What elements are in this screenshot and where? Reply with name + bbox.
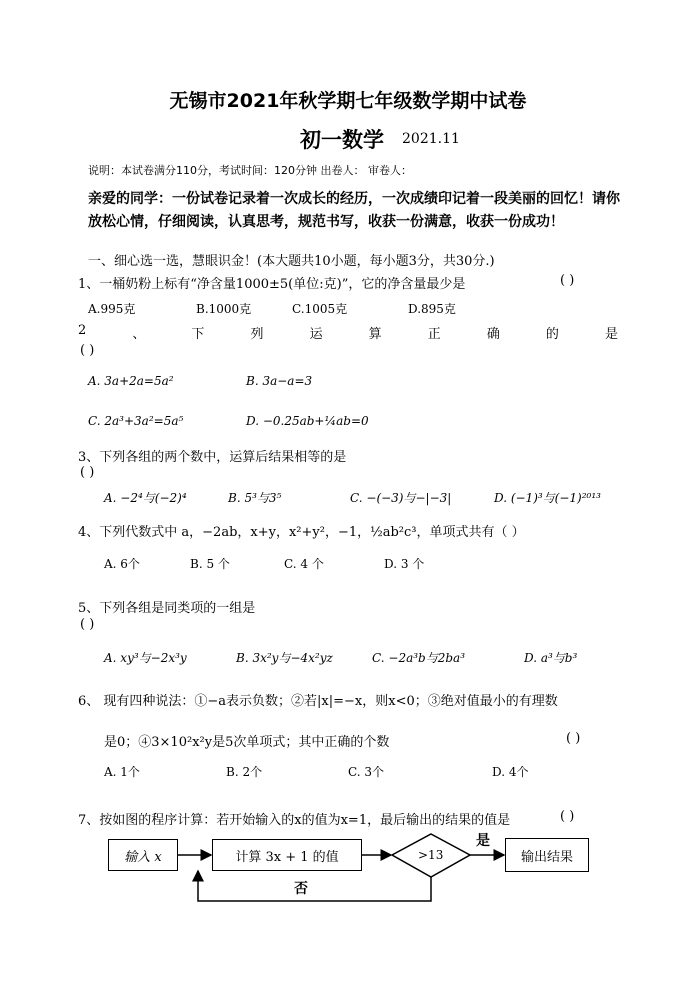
q2-answer-paren: ( ) <box>80 343 95 358</box>
flow-yes-label: 是 <box>476 833 490 849</box>
q2-stem: 2 、 下 列 运 算 正 确 的 是 <box>78 323 618 342</box>
q4-stem: 4、下列代数式中 a，−2ab，x+y，x²+y²，−1，½ab²c³，单项式共有（ ） <box>78 525 525 540</box>
q6-stem-line-1: 6、 现有四种说法：①−a表示负数；②若|x|=−x，则x<0；③绝对值最小的有理数 <box>78 694 558 709</box>
q2-option-b: B. 3a−a=3 <box>246 374 313 388</box>
q3-stem: 3、下列各组的两个数中，运算后结果相等的是 <box>78 450 347 465</box>
q1-option-c: C.1005克 <box>292 302 348 316</box>
q1-option-d: D.895克 <box>408 302 456 316</box>
flow-no-label: 否 <box>294 881 308 897</box>
q3-answer-paren: ( ) <box>80 465 95 480</box>
exam-date: 2021.11 <box>402 131 460 147</box>
q6-option-a: A. 1个 <box>104 765 140 779</box>
q3-option-a: A. −2⁴与(−2)⁴ <box>104 491 187 505</box>
q6-option-c: C. 3个 <box>348 765 385 779</box>
q6-option-d: D. 4个 <box>492 765 529 779</box>
q5-option-c: C. −2a³b与2ba³ <box>372 651 466 665</box>
q5-option-a: A. xy³与−2x³y <box>104 651 187 665</box>
q6-option-b: B. 2个 <box>226 765 263 779</box>
exam-title: 无锡市2021年秋学期七年级数学期中试卷 <box>169 90 527 112</box>
q1-stem: 1、一桶奶粉上标有“净含量1000±5(单位:克)”，它的净含量最少是 <box>78 277 466 292</box>
q1-option-a: A.995克 <box>88 302 136 316</box>
q6-stem-line-2: 是0；④3×10²x²y是5次单项式；其中正确的个数 <box>104 735 390 750</box>
flow-input-box: 输入 x <box>108 839 178 871</box>
q2-option-c: C. 2a³+3a²=5a⁵ <box>88 414 184 428</box>
q3-option-b: B. 5³与3⁵ <box>228 491 282 505</box>
q2-option-d: D. −0.25ab+¼ab=0 <box>246 414 369 428</box>
q4-option-c: C. 4 个 <box>284 557 324 571</box>
exam-note: 说明：本试卷满分110分，考试时间：120分钟 出卷人： 审卷人： <box>88 164 412 177</box>
q4-option-b: B. 5 个 <box>190 557 230 571</box>
flow-condition-label: >13 <box>418 848 444 862</box>
q5-stem: 5、下列各组是同类项的一组是 <box>78 601 256 616</box>
q5-option-d: D. a³与b³ <box>524 651 578 665</box>
q6-answer-paren: ( ) <box>566 731 581 746</box>
q3-option-d: D. (−1)³与(−1)²⁰¹³ <box>494 491 601 505</box>
q5-answer-paren: ( ) <box>80 617 95 632</box>
q1-answer-paren: ( ) <box>560 273 575 288</box>
q4-option-d: D. 3 个 <box>384 557 425 571</box>
q5-option-b: B. 3x²y与−4x²yz <box>236 651 333 665</box>
q4-option-a: A. 6个 <box>104 557 140 571</box>
q3-option-c: C. −(−3)与−|−3| <box>350 491 452 505</box>
q1-option-b: B.1000克 <box>196 302 252 316</box>
flow-output-box: 输出结果 <box>505 838 589 872</box>
q2-option-a: A. 3a+2a=5a² <box>88 374 174 388</box>
q7-stem: 7、按如图的程序计算：若开始输入的x的值为x=1，最后输出的结果的值是 <box>78 813 511 828</box>
intro-line-1: 亲爱的同学：一份试卷记录着一次成长的经历，一次成绩印记着一段美丽的回忆！请你 <box>88 191 620 207</box>
section-1-title: 一、细心选一选，慧眼识金！(本大题共10小题，每小题3分，共30分.) <box>88 254 495 269</box>
flow-compute-box: 计算 3x + 1 的值 <box>212 839 362 871</box>
q7-answer-paren: ( ) <box>560 809 575 824</box>
intro-line-2: 放松心情，仔细阅读，认真思考，规范书写，收获一份满意，收获一份成功！ <box>88 214 564 230</box>
exam-subtitle: 初一数学 <box>300 128 384 152</box>
